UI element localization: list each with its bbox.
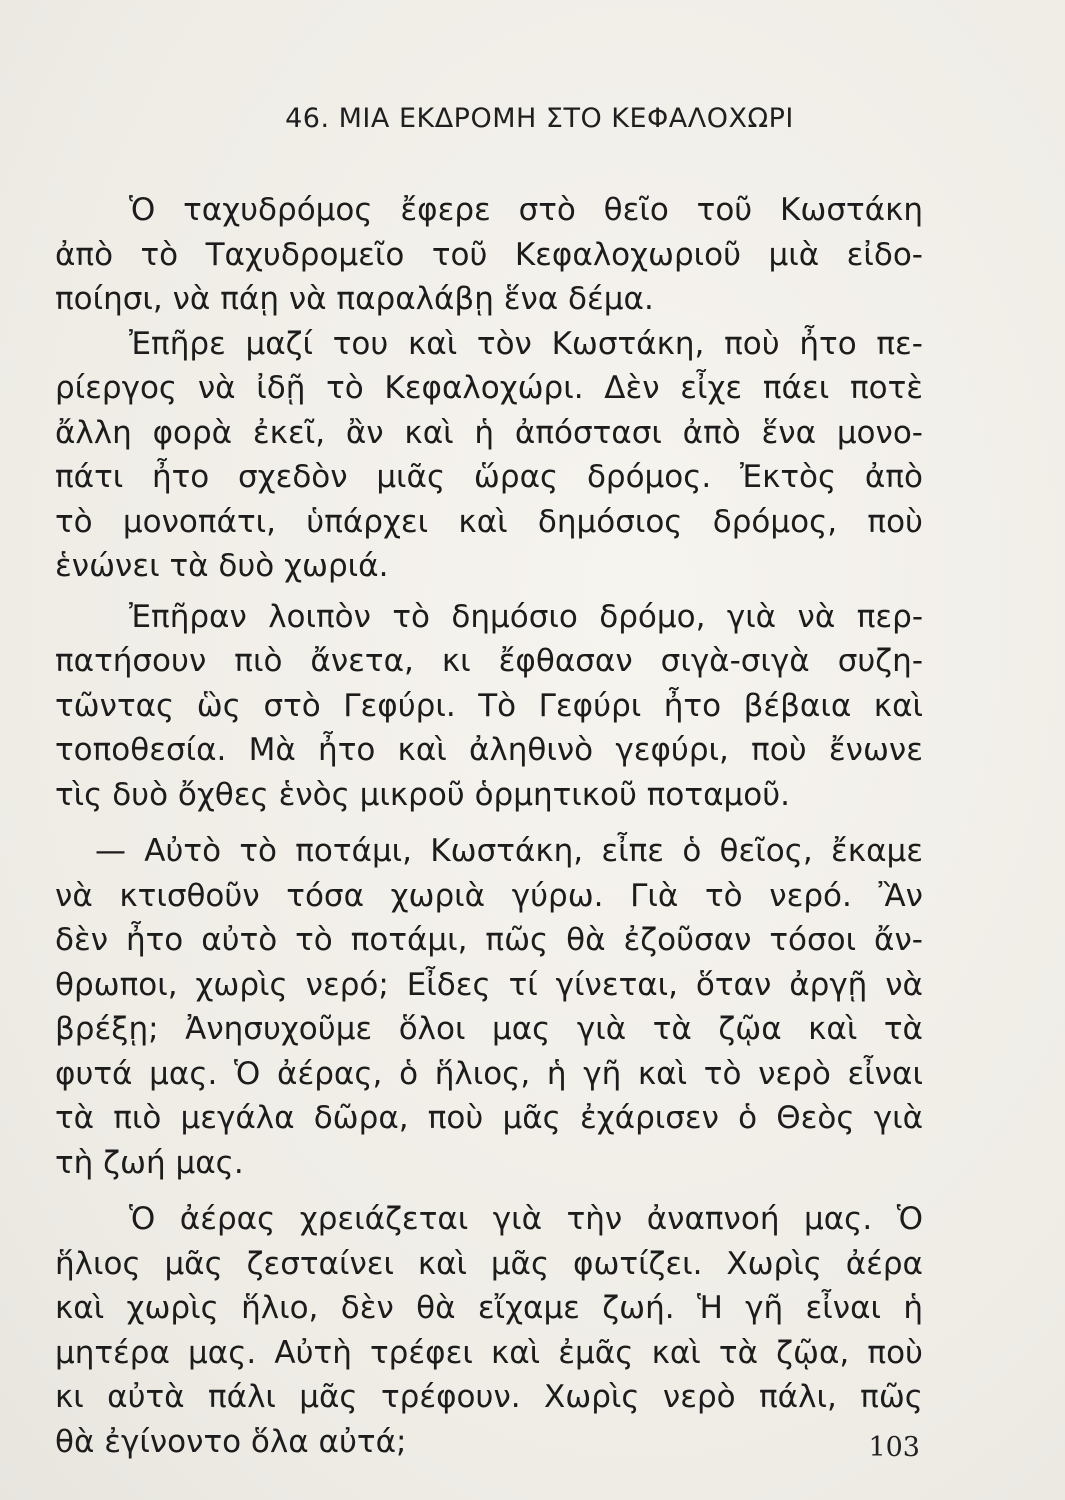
body-text [55,188,923,1464]
chapter-heading: 46. ΜΙΑ ΕΚΔΡΟΜΗ ΣΤΟ ΚΕΦΑΛΟΧΩΡΙ [285,103,794,134]
page-number: 103 [868,1432,920,1463]
text-line: τὰ πιὸ μεγάλα δῶρα, ποὺ μᾶς ἐχάρισεν ὁ Θεὸς γιὰ [55,1100,923,1136]
text-line: τὴ ζωή μας. [55,1144,244,1181]
paragraph-5 [55,1197,923,1464]
paragraph-3 [55,595,923,818]
text-line: ἄλλη φορὰ ἐκεῖ, ἂν καὶ ἡ ἀπόστασι ἀπὸ ἕνα μονο- [55,414,923,451]
text-line: ἑνώνει τὰ δυὸ χωριά. [55,548,389,584]
text-line: πάτι ἦτο σχεδὸν μιᾶς ὥρας δρόμος. Ἐκτὸς ἀπὸ [55,459,923,495]
text-line: βρέξῃ; Ἀνησυχοῦμε ὅλοι μας γιὰ τὰ ζῷα καὶ τὰ [55,1011,923,1047]
text-line: τῶντας ὣς στὸ Γεφύρι. Τὸ Γεφύρι ἦτο βέβαια καὶ [55,687,923,724]
text-line: ποίησι, νὰ πάῃ νὰ παραλάβῃ ἕνα δέμα. [55,281,654,317]
paragraph-4 [55,829,923,1185]
text-line: θρωποι, χωρὶς νερό; Εἶδες τί γίνεται, ὅταν ἀργῇ νὰ [55,966,923,1003]
text-line: Ἐπῆραν λοιπὸν τὸ δημόσιο δρόμο, γιὰ νὰ περ- [129,598,923,635]
text-line: Ἐπῆρε μαζί του καὶ τὸν Κωστάκη, ποὺ ἦτο πε- [129,325,923,362]
text-line: δὲν ἦτο αὐτὸ τὸ ποτάμι, πῶς θὰ ἐζοῦσαν τόσοι ἄν- [55,922,923,958]
paragraph-1 [55,188,923,322]
text-line: πατήσουν πιὸ ἄνετα, κι ἔφθασαν σιγὰ-σιγὰ συζη- [55,643,923,679]
text-line: — Αὐτὸ τὸ ποτάμι, Κωστάκη, εἶπε ὁ θεῖος, ἔκαμε [95,833,923,869]
text-line: μητέρα μας. Αὐτὴ τρέφει καὶ ἐμᾶς καὶ τὰ ζῷα, ποὺ [55,1334,923,1371]
paragraph-2 [55,322,923,589]
text-line: ρίεργος νὰ ἰδῇ τὸ Κεφαλοχώρι. Δὲν εἶχε πάει ποτὲ [55,370,923,406]
text-line: τὶς δυὸ ὄχθες ἑνὸς μικροῦ ὁρμητικοῦ ποταμοῦ. [55,776,790,813]
text-line: Ὁ ταχυδρόμος ἔφερε στὸ θεῖο τοῦ Κωστάκη [129,192,923,228]
text-line: θὰ ἐγίνοντο ὅλα αὐτά; [55,1423,407,1460]
text-line: κι αὐτὰ πάλι μᾶς τρέφουν. Χωρὶς νερὸ πάλι, πῶς [55,1379,923,1415]
text-line: ἀπὸ τὸ Ταχυδρομεῖο τοῦ Κεφαλοχωριοῦ μιὰ εἰδο- [55,236,923,273]
text-line: φυτά μας. Ὁ ἀέρας, ὁ ἥλιος, ἡ γῆ καὶ τὸ νερὸ εἶναι [55,1055,923,1092]
text-line: τὸ μονοπάτι, ὑπάρχει καὶ δημόσιος δρόμος, ποὺ [55,503,923,540]
text-line: νὰ κτισθοῦν τόσα χωριὰ γύρω. Γιὰ τὸ νερό. Ἂν [55,877,923,914]
text-line: Ὁ ἀέρας χρειάζεται γιὰ τὴν ἀναπνοή μας. Ὁ [129,1201,923,1237]
text-line: ἥλιος μᾶς ζεσταίνει καὶ μᾶς φωτίζει. Χωρὶς ἀέρα [55,1245,923,1282]
text-line: τοποθεσία. Μὰ ἦτο καὶ ἀληθινὸ γεφύρι, ποὺ ἔνωνε [55,732,923,768]
text-line: καὶ χωρὶς ἥλιο, δὲν θὰ εἴχαμε ζωή. Ἡ γῆ εἶναι ἡ [55,1290,923,1326]
